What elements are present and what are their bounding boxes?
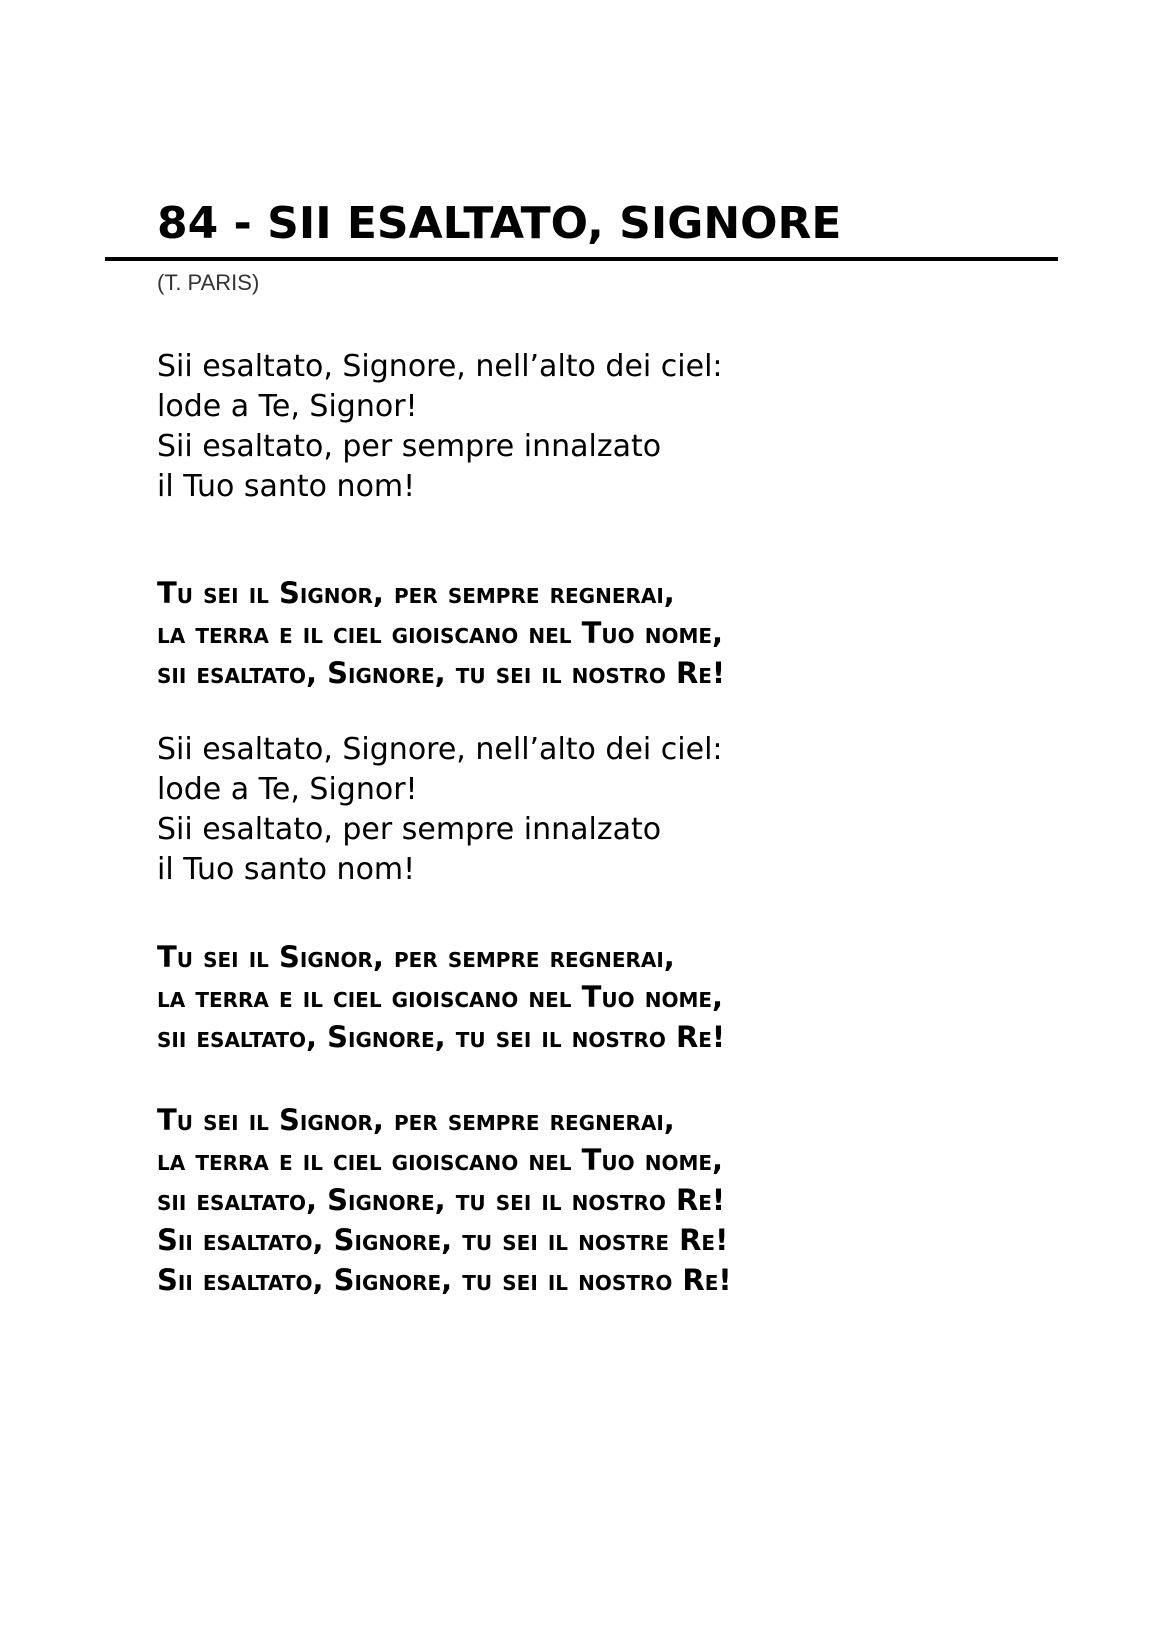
verse-line: Sii esaltato, per sempre innalzato [157,812,662,847]
verse-line: il Tuo santo nom! [157,852,416,887]
chorus-line: sii esaltato, Signore, tu sei il nostro Re! [157,656,726,690]
title-divider [105,257,1058,261]
chorus-line: Tu sei il Signor, per sempre regnerai, [157,940,675,974]
final-chorus [157,1100,732,1300]
verse-2 [157,730,723,890]
chorus-line: sii esaltato, Signore, tu sei il nostro Re! [157,1020,726,1054]
chorus-line: Tu sei il Signor, per sempre regnerai, [157,1103,675,1137]
chorus-line: la terra e il ciel gioiscano nel Tuo nome, [157,1143,724,1177]
verse-line: lode a Te, Signor! [157,389,418,424]
verse-1 [157,347,723,507]
chorus-1 [157,573,725,693]
chorus-line: Sii esaltato, Signore, tu sei il nostre Re! [157,1223,729,1257]
chorus-line: sii esaltato, Signore, tu sei il nostro Re! [157,1183,726,1217]
chorus-2 [157,937,725,1057]
chorus-line: Sii esaltato, Signore, tu sei il nostro Re! [157,1263,732,1297]
verse-line: il Tuo santo nom! [157,469,416,504]
chorus-line: la terra e il ciel gioiscano nel Tuo nome, [157,980,724,1014]
verse-line: lode a Te, Signor! [157,772,418,807]
song-author: (T. PARIS) [157,270,260,295]
chorus-line: la terra e il ciel gioiscano nel Tuo nome, [157,616,724,650]
verse-line: Sii esaltato, Signore, nell’alto dei ciel: [157,349,723,384]
chorus-line: Tu sei il Signor, per sempre regnerai, [157,576,675,610]
song-title: 84 - SII ESALTATO, SIGNORE [157,198,842,249]
verse-line: Sii esaltato, per sempre innalzato [157,429,662,464]
verse-line: Sii esaltato, Signore, nell’alto dei ciel: [157,732,723,767]
